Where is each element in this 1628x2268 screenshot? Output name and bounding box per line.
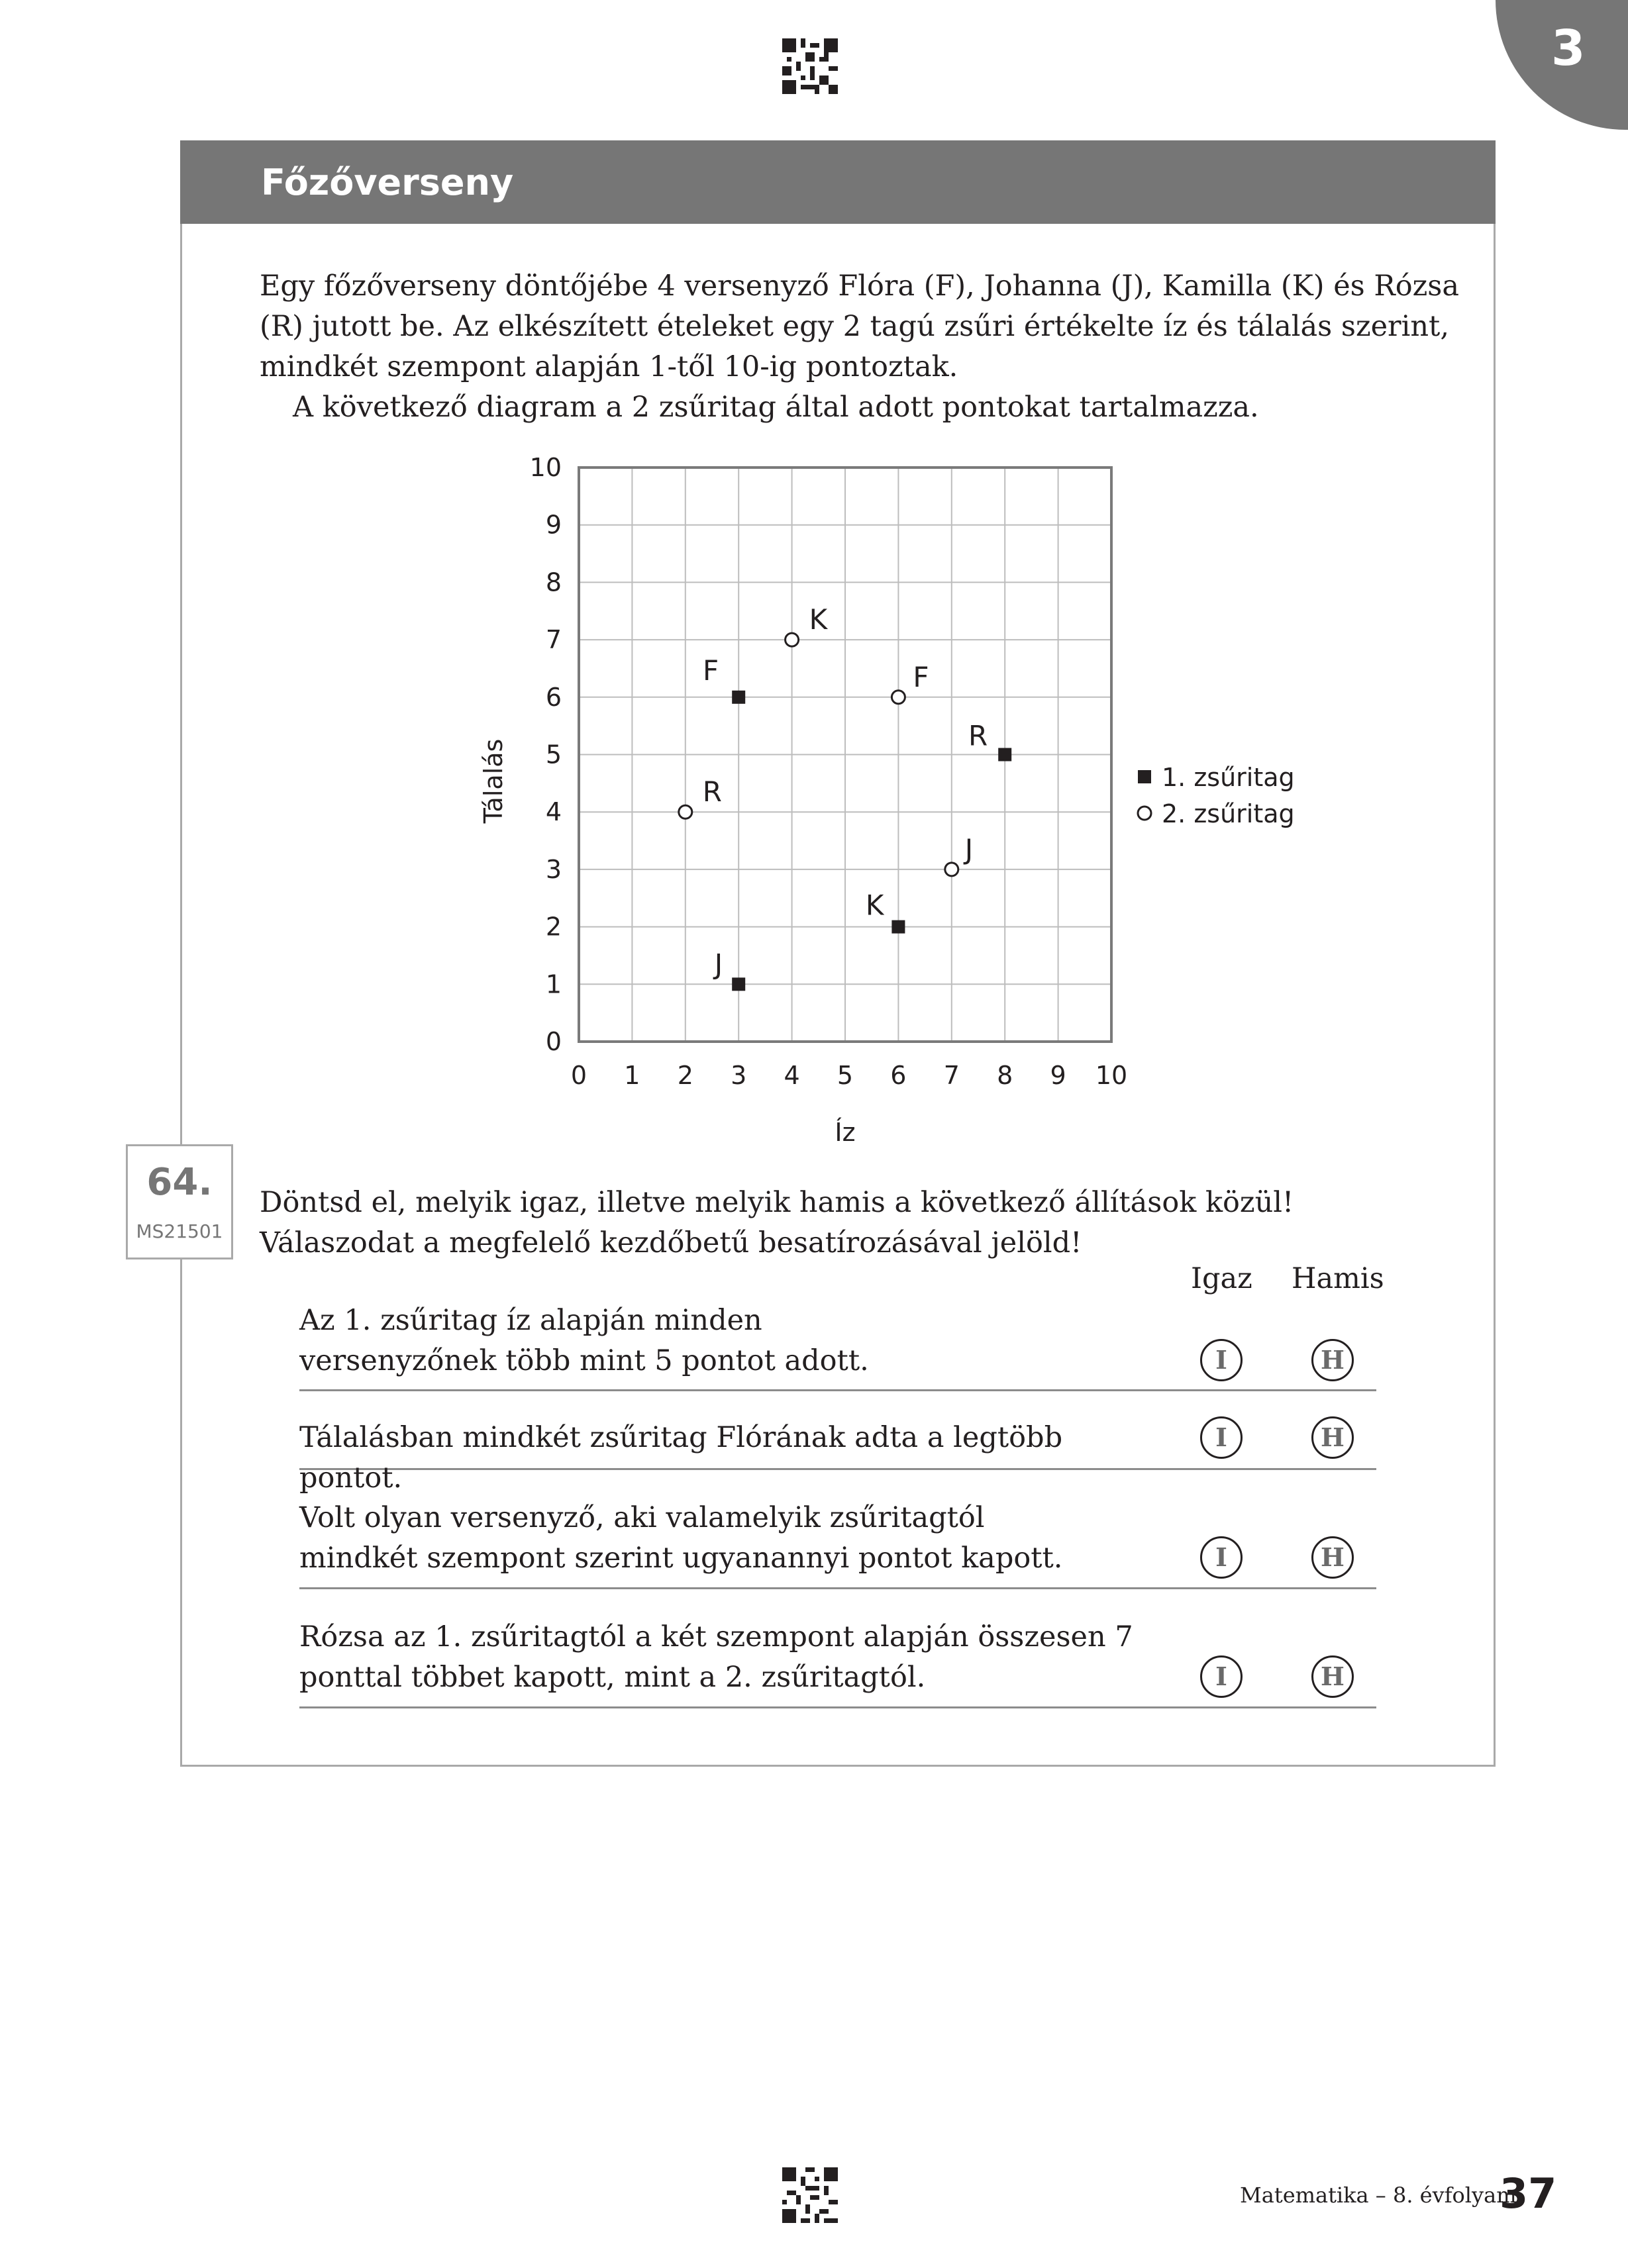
qr-code-bottom (782, 2167, 838, 2223)
question-code: MS21501 (136, 1220, 223, 1242)
x-tick-label: 0 (570, 1061, 587, 1090)
x-tick-label: 6 (890, 1061, 907, 1090)
false-option-bubble[interactable]: H (1311, 1536, 1354, 1579)
column-header-true: Igaz (1191, 1262, 1252, 1295)
statement-row (299, 1301, 1376, 1391)
y-tick-label: 0 (545, 1027, 562, 1056)
question-instruction: Döntsd el, melyik igaz, illetve melyik hamis a következő állítások közül! Válaszodat a megfelelő kezdőbetű besatírozásával jelöld! (260, 1186, 1294, 1259)
chapter-tab (1496, 0, 1628, 130)
legend-entry: 2. zsűritag (1162, 799, 1295, 828)
y-tick-label: 8 (545, 567, 562, 597)
x-tick-label: 3 (731, 1061, 747, 1090)
y-tick-label: 1 (545, 969, 562, 999)
point-label: F (913, 660, 929, 693)
point-label: J (714, 948, 723, 981)
statement-text: Volt olyan versenyző, aki valamelyik zsűritagtól mindkét szempont szerint ugyanannyi pontot kapott. (299, 1501, 1063, 1575)
x-tick-label: 10 (1095, 1061, 1128, 1090)
true-option-bubble[interactable]: I (1200, 1416, 1243, 1459)
x-tick-label: 5 (837, 1061, 854, 1090)
x-tick-label: 1 (624, 1061, 640, 1090)
false-option-bubble[interactable]: H (1311, 1416, 1354, 1459)
point-label: R (702, 775, 722, 809)
false-option-bubble[interactable]: H (1311, 1655, 1354, 1698)
y-tick-label: 3 (545, 854, 562, 884)
y-axis-label: Tálalás (479, 738, 508, 824)
statement-row (299, 1470, 1376, 1589)
point-label: F (703, 654, 719, 687)
statement-row (299, 1391, 1376, 1495)
statement-text: Tálalásban mindkét zsűritag Flórának adta a legtöbb pontot. (299, 1421, 1063, 1495)
x-tick-label: 7 (943, 1061, 960, 1090)
statement-text: Az 1. zsűritag íz alapján minden versenyzőnek több mint 5 pontot adott. (299, 1304, 869, 1377)
y-tick-label: 5 (545, 740, 562, 769)
x-tick-label: 8 (997, 1061, 1013, 1090)
y-tick-label: 10 (529, 453, 562, 482)
point-label: K (809, 603, 828, 636)
intro-text (260, 266, 1492, 428)
point-label: R (968, 719, 988, 752)
chapter-number: 3 (1551, 20, 1586, 77)
true-option-bubble[interactable]: I (1200, 1339, 1243, 1381)
x-axis-label: Íz (835, 1118, 856, 1147)
point-label: K (865, 889, 884, 922)
statement-text: Rózsa az 1. zsűritagtól a két szempont alapján összesen 7 ponttal többet kapott, mint a 2. zsűritagtól. (299, 1620, 1133, 1694)
true-option-bubble[interactable]: I (1200, 1536, 1243, 1579)
page-number: 37 (1500, 2169, 1557, 2218)
question-number-box (126, 1144, 233, 1259)
y-tick-label: 7 (545, 625, 562, 655)
true-option-bubble[interactable]: I (1200, 1655, 1243, 1698)
qr-code-top (782, 38, 838, 94)
task-title: Főzőverseny (261, 162, 514, 203)
y-tick-label: 6 (545, 682, 562, 712)
x-tick-label: 2 (677, 1061, 693, 1090)
y-tick-label: 9 (545, 510, 562, 540)
legend-entry: 1. zsűritag (1162, 763, 1295, 792)
point-label: J (964, 832, 974, 865)
x-tick-label: 4 (784, 1061, 800, 1090)
column-header-false: Hamis (1292, 1262, 1384, 1295)
question-number: 64. (146, 1161, 213, 1204)
y-tick-label: 4 (545, 797, 562, 827)
footer-text: Matematika – 8. évfolyam (1240, 2183, 1517, 2208)
statement-row (299, 1589, 1376, 1708)
x-tick-label: 9 (1050, 1061, 1066, 1090)
intro-paragraph-1: Egy főzőverseny döntőjébe 4 versenyző Flóra (F), Johanna (J), Kamilla (K) és Rózsa (R) jutott be. Az elkészített ételeket egy 2 tagú zsűri értékelte íz és tálalás szerint, mindkét szempont alapján 1-től 10-ig pontoztak. (260, 270, 1459, 383)
task-title-bar (180, 140, 1496, 224)
intro-paragraph-2: A következő diagram a 2 zsűritag által adott pontokat tartalmazza. (293, 391, 1259, 424)
y-tick-label: 2 (545, 912, 562, 942)
false-option-bubble[interactable]: H (1311, 1339, 1354, 1381)
